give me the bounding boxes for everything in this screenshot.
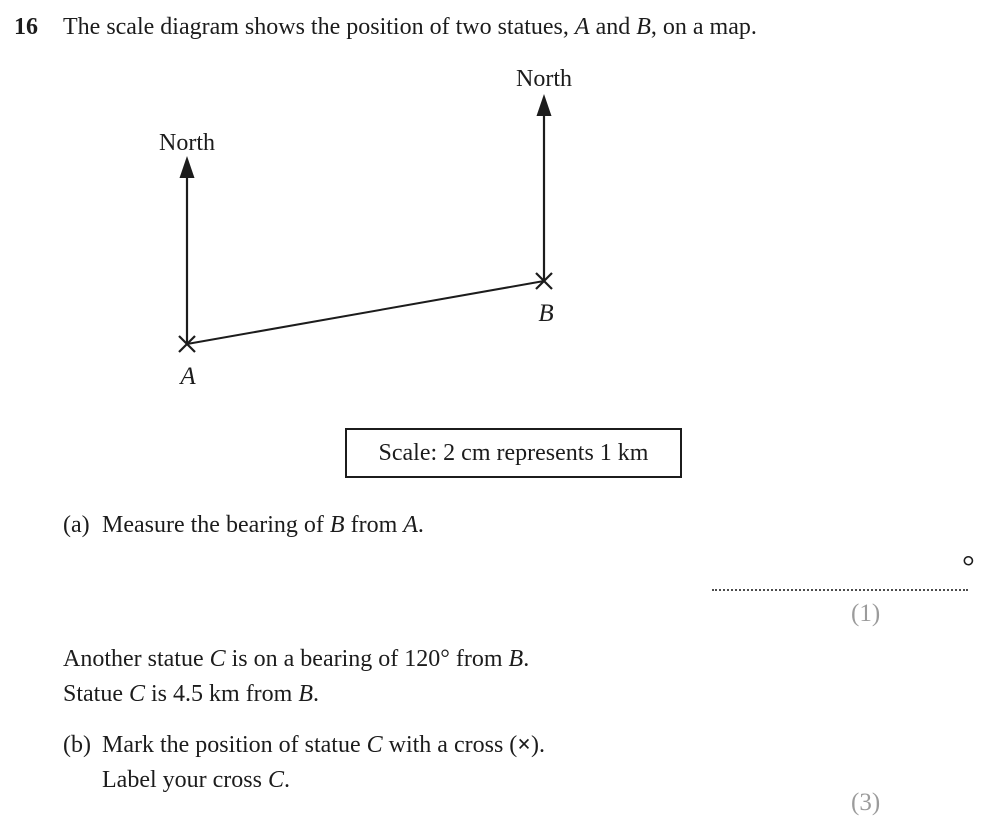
degree-symbol: ° <box>962 548 975 584</box>
question-number: 16 <box>14 14 38 40</box>
point-a-label: A <box>180 363 196 390</box>
part-a-label: (a) <box>63 512 90 538</box>
part-b-question-line-1 <box>102 730 545 760</box>
statue-c-ref: C <box>209 646 226 672</box>
part-b-text: Label your cross <box>102 767 268 793</box>
statement-text: is on a bearing of 120° from <box>225 646 509 672</box>
scale-text: Scale: 2 cm represents 1 km <box>378 439 649 466</box>
line-a-to-b <box>187 281 544 344</box>
north-label-b: North <box>516 66 572 92</box>
title-text: The scale diagram shows the position of two statues, <box>63 14 575 40</box>
statement-line-2 <box>63 679 319 709</box>
statue-b-ref: B <box>298 681 314 707</box>
part-b-label: (b) <box>63 732 91 758</box>
statue-a-ref: A <box>574 14 590 40</box>
statement-text: is 4.5 km from <box>145 681 299 707</box>
title-text: and <box>589 14 637 40</box>
part-a-text: . <box>417 512 424 538</box>
point-b-label: B <box>538 300 554 327</box>
statue-b-ref: B <box>329 512 345 538</box>
statement-text: . <box>523 646 530 672</box>
north-arrow-b <box>537 94 552 281</box>
marks-part-a: (1) <box>851 600 881 627</box>
part-b-text: . <box>283 767 290 793</box>
statue-b-ref: B <box>508 646 524 672</box>
part-b-text: ). <box>530 732 545 758</box>
part-a-question <box>102 510 424 540</box>
part-a-text: Measure the bearing of <box>102 512 330 538</box>
statement-line-1 <box>63 644 529 674</box>
marks-part-b: (3) <box>851 789 881 816</box>
answer-line <box>712 581 968 591</box>
statue-c-ref: C <box>366 732 383 758</box>
statue-c-ref: C <box>267 767 284 793</box>
scale-box <box>345 428 682 478</box>
arrowhead-icon <box>180 156 195 178</box>
arrowhead-icon <box>537 94 552 116</box>
north-arrow-a <box>180 156 195 344</box>
part-b-text: with a cross ( <box>382 732 518 758</box>
statement-text: . <box>313 681 320 707</box>
statue-b-ref: B <box>636 14 651 40</box>
part-a-text: from <box>344 512 404 538</box>
north-label-a: North <box>159 130 215 156</box>
question-title <box>63 12 757 42</box>
statue-c-ref: C <box>129 681 146 707</box>
statue-a-ref: A <box>403 512 418 538</box>
scale-diagram <box>0 55 1000 405</box>
part-b-question-line-2 <box>102 765 290 795</box>
statement-text: Another statue <box>63 646 210 672</box>
cross-symbol: × <box>517 732 531 758</box>
title-text: , on a map. <box>650 14 757 40</box>
statement-text: Statue <box>63 681 129 707</box>
part-b-text: Mark the position of statue <box>102 732 367 758</box>
